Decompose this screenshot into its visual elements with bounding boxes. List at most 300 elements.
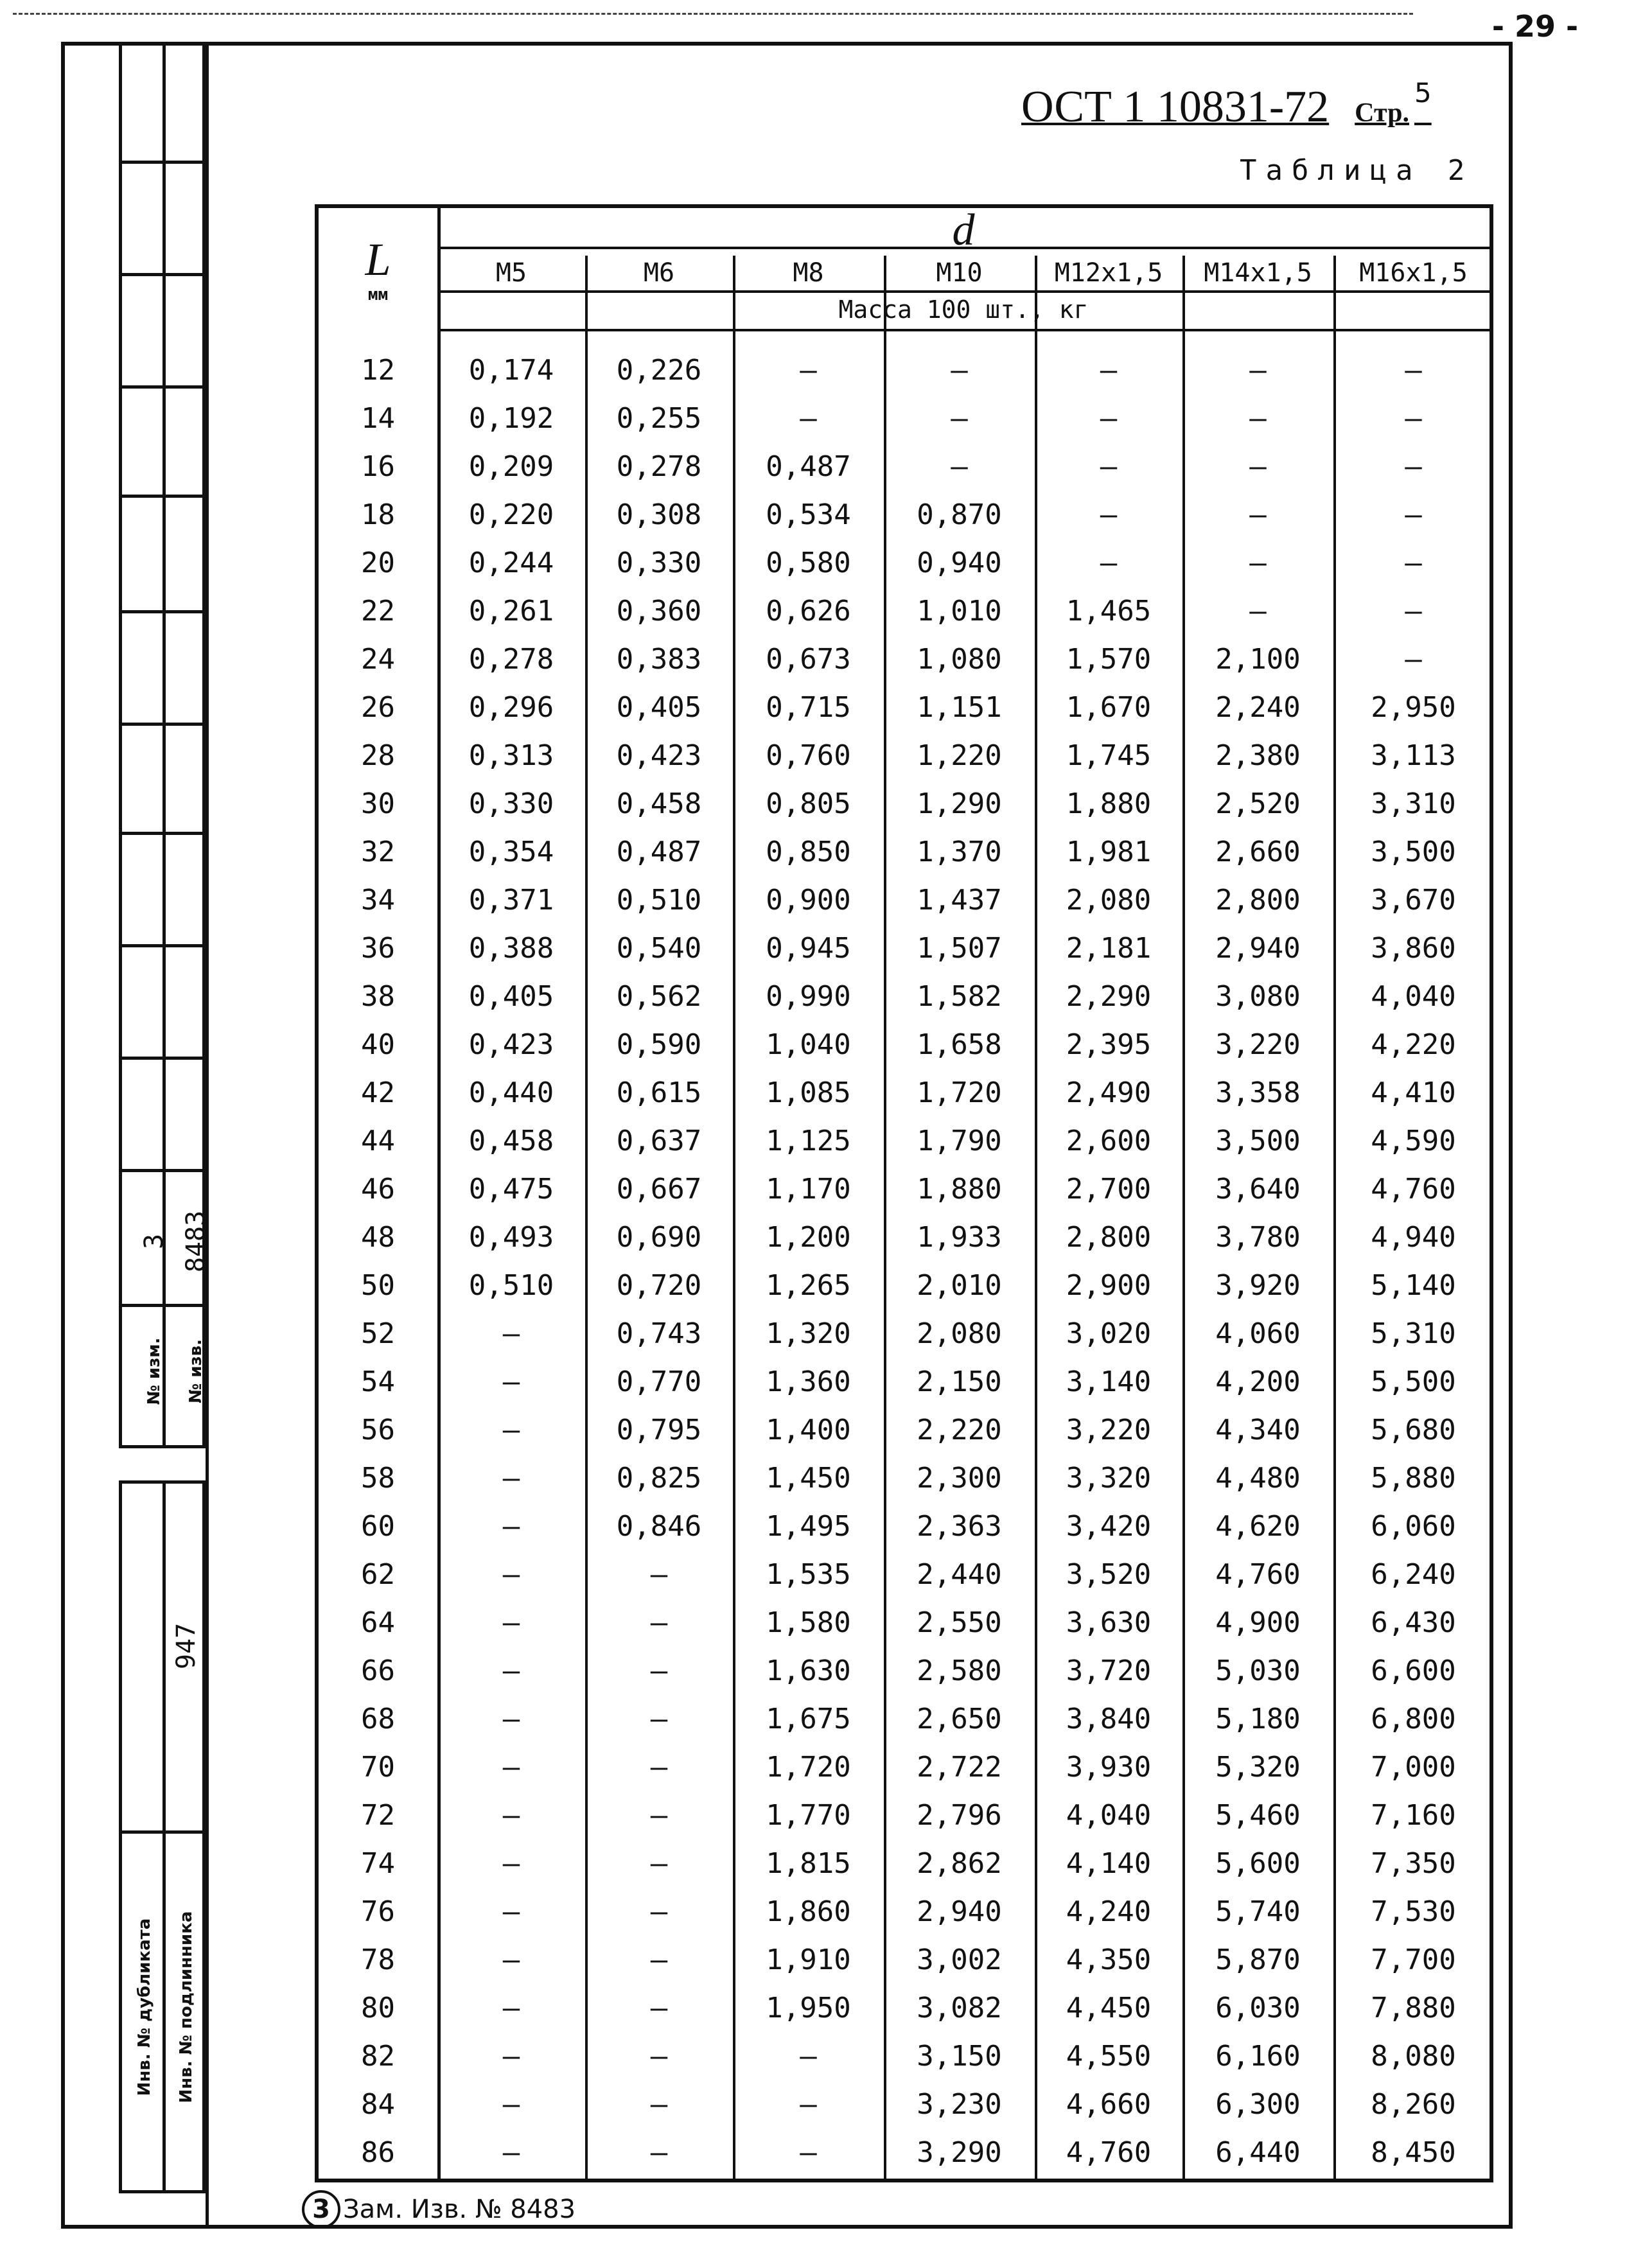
mass-value-cell: 0,637 (616, 1125, 702, 1157)
mass-value-cell: – (502, 1751, 520, 1784)
row-length-cell: 50 (361, 1269, 395, 1302)
mass-value-cell: 0,825 (616, 1462, 702, 1495)
mass-value-cell: – (1249, 595, 1267, 627)
mass-value-cell: 0,673 (766, 643, 851, 676)
mass-value-cell: 2,300 (917, 1462, 1002, 1495)
row-length-cell: 60 (361, 1510, 395, 1543)
row-length-cell: 14 (361, 402, 395, 435)
page-label: Стр. (1355, 98, 1409, 128)
mass-value-cell: 1,010 (917, 595, 1002, 627)
mass-value-cell: 2,940 (917, 1895, 1002, 1928)
mass-value-cell: 1,770 (766, 1799, 851, 1832)
mass-value-cell: 1,670 (1066, 691, 1152, 724)
mass-value-cell: 0,487 (766, 450, 851, 483)
column-header: M5 (495, 258, 527, 288)
mass-value-cell: 0,278 (616, 450, 702, 483)
row-length-cell: 52 (361, 1317, 395, 1350)
mass-value-cell: 8,450 (1371, 2136, 1456, 2169)
mass-value-cell: 1,815 (766, 1847, 851, 1880)
inventory-side-strip (119, 1480, 206, 2193)
mass-value-cell: – (1100, 547, 1118, 579)
mass-value-cell: 0,760 (766, 739, 851, 772)
mass-value-cell: 1,580 (766, 1606, 851, 1639)
mass-value-cell: 1,790 (917, 1125, 1002, 1157)
mass-value-cell: 7,000 (1371, 1751, 1456, 1784)
binding-margin-rule (206, 42, 209, 2229)
mass-value-cell: 0,371 (468, 884, 554, 917)
mass-value-cell: 5,140 (1371, 1269, 1456, 1302)
mass-value-cell: – (650, 1654, 668, 1687)
mass-value-cell: 3,860 (1371, 932, 1456, 965)
mass-value-cell: – (650, 1751, 668, 1784)
mass-value-cell: 6,030 (1215, 1992, 1301, 2024)
mass-value-cell: 1,981 (1066, 836, 1152, 868)
mass-value-cell: 1,507 (917, 932, 1002, 965)
mass-value-cell: – (1249, 402, 1267, 435)
mass-value-cell: 3,002 (917, 1944, 1002, 1976)
mass-value-cell: 5,680 (1371, 1414, 1456, 1446)
mass-value-cell: 4,660 (1066, 2088, 1152, 2121)
mass-value-cell: 0,330 (468, 787, 554, 820)
mass-value-cell: 2,181 (1066, 932, 1152, 965)
mass-value-cell: 2,580 (917, 1654, 1002, 1687)
mass-value-cell: – (650, 1558, 668, 1591)
mass-value-cell: 6,240 (1371, 1558, 1456, 1591)
mass-value-cell: 2,290 (1066, 980, 1152, 1013)
mass-value-cell: 3,920 (1215, 1269, 1301, 1302)
mass-value-cell: 4,480 (1215, 1462, 1301, 1495)
mass-value-cell: – (502, 1799, 520, 1832)
row-length-cell: 18 (361, 498, 395, 531)
mass-value-cell: 1,370 (917, 836, 1002, 868)
mass-value-cell: 0,440 (468, 1076, 554, 1109)
mass-value-cell: 0,493 (468, 1221, 554, 1254)
mass-value-cell: 2,722 (917, 1751, 1002, 1784)
row-length-cell: 80 (361, 1992, 395, 2024)
inventory-original-label: Инв. № подлинника (177, 1911, 196, 2103)
mass-value-cell: 0,388 (468, 932, 554, 965)
mass-value-cell: 0,360 (616, 595, 702, 627)
mass-value-cell: – (1249, 354, 1267, 387)
mass-value-cell: – (502, 2088, 520, 2121)
mass-value-cell: – (650, 1606, 668, 1639)
mass-value-cell: 2,800 (1215, 884, 1301, 917)
mass-value-cell: – (650, 2040, 668, 2073)
mass-value-cell: 5,740 (1215, 1895, 1301, 1928)
mass-value-cell: 0,795 (616, 1414, 702, 1446)
mass-value-cell: – (800, 2136, 817, 2169)
mass-value-cell: 2,950 (1371, 691, 1456, 724)
mass-value-cell: 1,933 (917, 1221, 1002, 1254)
mass-value-cell: 5,500 (1371, 1365, 1456, 1398)
mass-value-cell: 0,870 (917, 498, 1002, 531)
mass-value-cell: 2,080 (1066, 884, 1152, 917)
mass-value-cell: 0,313 (468, 739, 554, 772)
mass-value-cell: 5,870 (1215, 1944, 1301, 1976)
mass-value-cell: 4,060 (1215, 1317, 1301, 1350)
mass-value-cell: 1,880 (1066, 787, 1152, 820)
mass-value-cell: – (1249, 450, 1267, 483)
mass-value-cell: 1,400 (766, 1414, 851, 1446)
mass-value-cell: 0,458 (468, 1125, 554, 1157)
l-label: L (365, 234, 391, 285)
row-length-cell: 34 (361, 884, 395, 917)
mass-value-cell: 3,020 (1066, 1317, 1152, 1350)
mass-value-cell: 1,720 (766, 1751, 851, 1784)
mass-value-cell: 4,450 (1066, 1992, 1152, 2024)
row-length-cell: 40 (361, 1028, 395, 1061)
mass-value-cell: 0,690 (616, 1221, 702, 1254)
mass-value-cell: 4,220 (1371, 1028, 1456, 1061)
mass-value-cell: – (1100, 498, 1118, 531)
mass-value-cell: 0,458 (616, 787, 702, 820)
mass-value-cell: 0,720 (616, 1269, 702, 1302)
mass-value-cell: – (502, 1558, 520, 1591)
mass-value-cell: 2,600 (1066, 1125, 1152, 1157)
mass-value-cell: 3,230 (917, 2088, 1002, 2121)
row-length-cell: 30 (361, 787, 395, 820)
mass-value-cell: 0,405 (468, 980, 554, 1013)
mass-value-cell: 1,495 (766, 1510, 851, 1543)
mass-value-cell: 2,796 (917, 1799, 1002, 1832)
document-code-text: ОСТ 1 10831-72 (1021, 82, 1330, 132)
row-length-cell: 58 (361, 1462, 395, 1495)
mass-value-cell: – (502, 1606, 520, 1639)
mass-value-cell: 2,395 (1066, 1028, 1152, 1061)
mass-value-cell: 0,562 (616, 980, 702, 1013)
mass-value-cell: 0,715 (766, 691, 851, 724)
column-header: M10 (936, 258, 983, 288)
mass-value-cell: 1,200 (766, 1221, 851, 1254)
mass-value-cell: 0,487 (616, 836, 702, 868)
row-length-cell: 36 (361, 932, 395, 965)
mass-value-cell: – (650, 1944, 668, 1976)
mass-value-cell: – (951, 354, 968, 387)
mass-value-cell: 6,600 (1371, 1654, 1456, 1687)
page-num: 5 (1414, 77, 1432, 109)
mass-value-cell: – (1405, 354, 1422, 387)
mass-value-cell: 0,383 (616, 643, 702, 676)
mass-value-cell: 5,880 (1371, 1462, 1456, 1495)
column-header: M6 (643, 258, 675, 288)
mass-value-cell: 0,354 (468, 836, 554, 868)
mass-value-cell: 1,465 (1066, 595, 1152, 627)
mass-value-cell: 1,125 (766, 1125, 851, 1157)
mass-value-cell: 3,500 (1371, 836, 1456, 868)
row-length-cell: 62 (361, 1558, 395, 1591)
mass-value-cell: 2,100 (1215, 643, 1301, 676)
row-length-cell: 70 (361, 1751, 395, 1784)
mass-value-cell: 7,160 (1371, 1799, 1456, 1832)
mass-value-cell: – (1249, 498, 1267, 531)
mass-value-cell: – (502, 1654, 520, 1687)
mass-value-cell: 1,437 (917, 884, 1002, 917)
mass-value-cell: – (1405, 595, 1422, 627)
mass-value-cell: 6,060 (1371, 1510, 1456, 1543)
mass-value-cell: 0,255 (616, 402, 702, 435)
mass-value-cell: 5,320 (1215, 1751, 1301, 1784)
mass-value-cell: 3,140 (1066, 1365, 1152, 1398)
mass-value-cell: 3,720 (1066, 1654, 1152, 1687)
mass-value-cell: – (1249, 547, 1267, 579)
mass-value-cell: 1,220 (917, 739, 1002, 772)
column-header: M8 (793, 258, 824, 288)
document-code (1021, 77, 1432, 133)
mass-value-cell: 2,220 (917, 1414, 1002, 1446)
mass-value-cell: 7,530 (1371, 1895, 1456, 1928)
row-length-cell: 72 (361, 1799, 395, 1832)
mass-value-cell: – (800, 2040, 817, 2073)
mass-value-cell: – (1405, 643, 1422, 676)
l-header (319, 234, 437, 304)
row-length-cell: 78 (361, 1944, 395, 1976)
mass-value-cell: – (1100, 450, 1118, 483)
mass-value-cell: 3,150 (917, 2040, 1002, 2073)
mass-value-cell: 0,626 (766, 595, 851, 627)
mass-value-cell: 0,174 (468, 354, 554, 387)
mass-value-cell: 1,450 (766, 1462, 851, 1495)
mass-value-cell: 4,240 (1066, 1895, 1152, 1928)
mass-value-cell: 4,040 (1371, 980, 1456, 1013)
inventory-original-value: 947 (171, 1622, 201, 1670)
mass-value-cell: 2,363 (917, 1510, 1002, 1543)
mass-value-cell: – (502, 1944, 520, 1976)
mass-value-cell: 0,770 (616, 1365, 702, 1398)
mass-value-cell: 7,350 (1371, 1847, 1456, 1880)
mass-value-cell: 5,180 (1215, 1703, 1301, 1735)
mass-value-cell: 6,160 (1215, 2040, 1301, 2073)
mass-table (315, 204, 1493, 2182)
mass-value-cell: 0,540 (616, 932, 702, 965)
row-length-cell: 84 (361, 2088, 395, 2121)
mass-value-cell: – (502, 1510, 520, 1543)
mass-value-cell: 6,430 (1371, 1606, 1456, 1639)
column-header: M14x1,5 (1204, 258, 1312, 288)
mass-value-cell: 1,040 (766, 1028, 851, 1061)
mass-value-cell: 0,209 (468, 450, 554, 483)
mass-value-cell: – (502, 1847, 520, 1880)
mass-value-cell: – (650, 2088, 668, 2121)
mass-value-cell: 4,350 (1066, 1944, 1152, 1976)
mass-value-cell: 1,950 (766, 1992, 851, 2024)
mass-value-cell: – (1405, 547, 1422, 579)
mass-value-cell: 0,940 (917, 547, 1002, 579)
mass-value-cell: 1,151 (917, 691, 1002, 724)
mass-value-cell: 4,900 (1215, 1606, 1301, 1639)
mass-value-cell: 3,358 (1215, 1076, 1301, 1109)
mass-value-cell: 1,675 (766, 1703, 851, 1735)
mass-value-cell: 6,440 (1215, 2136, 1301, 2169)
mass-value-cell: 3,420 (1066, 1510, 1152, 1543)
mass-value-cell: 2,900 (1066, 1269, 1152, 1302)
mass-value-cell: – (502, 2040, 520, 2073)
mass-value-cell: 7,880 (1371, 1992, 1456, 2024)
mass-value-cell: 7,700 (1371, 1944, 1456, 1976)
table-caption: Таблица 2 (1240, 154, 1474, 187)
mass-value-cell: 1,320 (766, 1317, 851, 1350)
mass-value-cell: 4,590 (1371, 1125, 1456, 1157)
mass-value-cell: 4,140 (1066, 1847, 1152, 1880)
footnote (302, 2190, 576, 2229)
row-length-cell: 32 (361, 836, 395, 868)
mass-value-cell: 1,582 (917, 980, 1002, 1013)
mass-value-cell: – (650, 1992, 668, 2024)
mass-value-cell: 5,310 (1371, 1317, 1456, 1350)
row-length-cell: 44 (361, 1125, 395, 1157)
mass-value-cell: 0,261 (468, 595, 554, 627)
mass-value-cell: – (502, 1703, 520, 1735)
mass-value-cell: – (1405, 450, 1422, 483)
mass-value-cell: 3,500 (1215, 1125, 1301, 1157)
mass-value-cell: 1,290 (917, 787, 1002, 820)
mass-value-cell: 2,520 (1215, 787, 1301, 820)
mass-value-cell: – (650, 1847, 668, 1880)
mass-value-cell: 0,850 (766, 836, 851, 868)
mass-value-cell: 0,510 (468, 1269, 554, 1302)
row-length-cell: 26 (361, 691, 395, 724)
column-header: M12x1,5 (1054, 258, 1163, 288)
mass-value-cell: 0,846 (616, 1510, 702, 1543)
mass-value-cell: 0,580 (766, 547, 851, 579)
header-rule (437, 247, 1489, 249)
mass-value-cell: – (502, 1317, 520, 1350)
mass-value-cell: – (800, 354, 817, 387)
mass-value-cell: – (1405, 498, 1422, 531)
mass-value-cell: 2,650 (917, 1703, 1002, 1735)
mass-value-cell: 2,150 (917, 1365, 1002, 1398)
mass-value-cell: 2,800 (1066, 1221, 1152, 1254)
mass-value-cell: 4,760 (1066, 2136, 1152, 2169)
mass-value-cell: 3,290 (917, 2136, 1002, 2169)
mass-value-cell: 0,667 (616, 1173, 702, 1206)
mass-value-cell: 0,405 (616, 691, 702, 724)
mass-value-cell: 0,330 (616, 547, 702, 579)
mass-value-cell: 3,310 (1371, 787, 1456, 820)
mass-value-cell: 1,570 (1066, 643, 1152, 676)
mass-value-cell: 2,700 (1066, 1173, 1152, 1206)
mass-value-cell: 0,423 (468, 1028, 554, 1061)
mass-value-cell: 2,862 (917, 1847, 1002, 1880)
mass-value-cell: 0,226 (616, 354, 702, 387)
mass-value-cell: 0,945 (766, 932, 851, 965)
mass-value-cell: 1,880 (917, 1173, 1002, 1206)
mass-value-cell: 0,510 (616, 884, 702, 917)
mass-value-cell: 0,296 (468, 691, 554, 724)
row-length-cell: 22 (361, 595, 395, 627)
mass-value-cell: 1,630 (766, 1654, 851, 1687)
row-length-cell: 76 (361, 1895, 395, 1928)
mass-value-cell: 4,760 (1371, 1173, 1456, 1206)
row-length-cell: 46 (361, 1173, 395, 1206)
mass-value-cell: 1,720 (917, 1076, 1002, 1109)
mass-value-cell: 4,940 (1371, 1221, 1456, 1254)
mass-value-cell: – (1405, 402, 1422, 435)
mass-value-cell: – (951, 402, 968, 435)
mass-value-cell: 6,300 (1215, 2088, 1301, 2121)
mass-value-cell: 0,743 (616, 1317, 702, 1350)
row-length-cell: 20 (361, 547, 395, 579)
mass-value-cell: 3,840 (1066, 1703, 1152, 1735)
row-length-cell: 56 (361, 1414, 395, 1446)
mass-caption: Масса 100 шт., кг (838, 295, 1089, 324)
notice-number-value: 8483 (181, 1210, 211, 1273)
mass-value-cell: 2,550 (917, 1606, 1002, 1639)
mass-value-cell: 1,860 (766, 1895, 851, 1928)
mass-value-cell: 1,658 (917, 1028, 1002, 1061)
row-length-cell: 64 (361, 1606, 395, 1639)
mass-value-cell: 2,940 (1215, 932, 1301, 965)
revision-side-strip (119, 42, 211, 1448)
mass-value-cell: 2,010 (917, 1269, 1002, 1302)
mass-value-cell: 0,590 (616, 1028, 702, 1061)
mass-value-cell: 1,170 (766, 1173, 851, 1206)
mass-value-cell: 2,660 (1215, 836, 1301, 868)
row-length-cell: 74 (361, 1847, 395, 1880)
mass-value-cell: – (650, 2136, 668, 2169)
l-unit: мм (367, 285, 389, 304)
top-dashed-rule (13, 13, 1413, 15)
mass-value-cell: 4,620 (1215, 1510, 1301, 1543)
row-length-cell: 28 (361, 739, 395, 772)
row-length-cell: 48 (361, 1221, 395, 1254)
inventory-duplicate-label: Инв. № дубликата (135, 1918, 154, 2096)
mass-value-cell: 3,630 (1066, 1606, 1152, 1639)
mass-value-cell: 4,340 (1215, 1414, 1301, 1446)
mass-value-cell: – (800, 402, 817, 435)
mass-value-cell: 5,600 (1215, 1847, 1301, 1880)
mass-value-cell: 1,535 (766, 1558, 851, 1591)
mass-value-cell: 0,805 (766, 787, 851, 820)
mass-value-cell: 0,990 (766, 980, 851, 1013)
mass-value-cell: 2,490 (1066, 1076, 1152, 1109)
mass-value-cell: 4,040 (1066, 1799, 1152, 1832)
mass-value-cell: 2,440 (917, 1558, 1002, 1591)
d-header: d (952, 206, 975, 255)
row-length-cell: 12 (361, 354, 395, 387)
footnote-text: Зам. Изв. № 8483 (343, 2195, 576, 2224)
mass-value-cell: 0,220 (468, 498, 554, 531)
mass-value-cell: 3,220 (1215, 1028, 1301, 1061)
column-header: M16x1,5 (1359, 258, 1468, 288)
mass-value-cell: 1,080 (917, 643, 1002, 676)
row-length-cell: 38 (361, 980, 395, 1013)
mass-value-cell: – (650, 1799, 668, 1832)
mass-value-cell: – (650, 1895, 668, 1928)
row-length-cell: 54 (361, 1365, 395, 1398)
row-length-cell: 68 (361, 1703, 395, 1735)
mass-value-cell: 3,113 (1371, 739, 1456, 772)
mass-value-cell: 1,745 (1066, 739, 1152, 772)
mass-value-cell: – (502, 1365, 520, 1398)
mass-value-cell: 3,670 (1371, 884, 1456, 917)
mass-value-cell: 2,380 (1215, 739, 1301, 772)
revision-circle-mark: 3 (302, 2190, 340, 2229)
mass-value-cell: 4,550 (1066, 2040, 1152, 2073)
mass-value-cell: 0,615 (616, 1076, 702, 1109)
mass-value-cell: – (800, 2088, 817, 2121)
mass-value-cell: – (1100, 402, 1118, 435)
mass-value-cell: 3,640 (1215, 1173, 1301, 1206)
mass-value-cell: 3,080 (1215, 980, 1301, 1013)
mass-value-cell: – (502, 2136, 520, 2169)
row-length-cell: 82 (361, 2040, 395, 2073)
mass-value-cell: 0,192 (468, 402, 554, 435)
row-length-cell: 16 (361, 450, 395, 483)
mass-value-cell: 4,760 (1215, 1558, 1301, 1591)
mass-value-cell: – (502, 1895, 520, 1928)
mass-value-cell: 3,220 (1066, 1414, 1152, 1446)
mass-value-cell: – (502, 1414, 520, 1446)
